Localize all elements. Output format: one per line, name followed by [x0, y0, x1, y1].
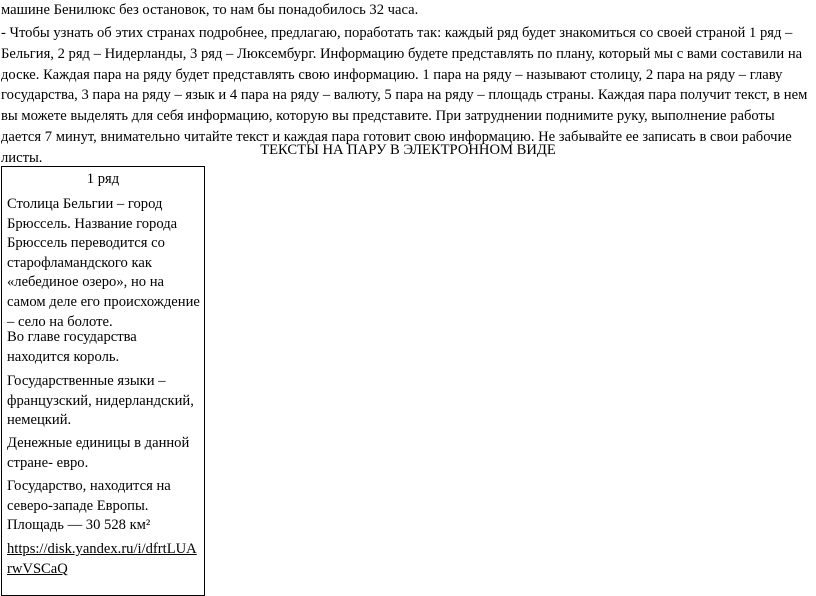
languages-text: Государственные языки – французский, нидерландский, немецкий.: [7, 373, 194, 429]
currency-text: Денежные единицы в данной стране- евро.: [7, 435, 190, 471]
instructions-paragraph: - Чтобы узнать об этих странах подробнее, предлагаю, поработать так: каждый ряд будет знакомиться со своей страной 1 ряд – Бельгия, 2 ряд – Нидерланды, 3 ряд – Люксембург. Информацию будете представлять по плану, который мы с вами составили на доске. Каждая пара на ряду будет представлять свою информацию. 1 пара на ряду – называют столицу, 2 пара на ряду – главу государства, 3 пара на ряду – язык и 4 пара на ряду – валюту, 5 пара на ряду – площадь страны. Каждая пара получит текст, в нем вы можете выделять для себя информацию, которую вы представите. При затруднении поднимите руку, выполнение работы дается 7 минут, внимательно читайте текст и каждая пара готовит свою информацию. Не забывайте ее записать в свои рабочие листы.: [1, 25, 808, 166]
capital-text: Столица Бельгии – город Брюссель. Название города Брюссель переводится со старофламандского как «лебединое озеро», но на самом деле его происхождение – село на болоте.: [7, 196, 200, 330]
intro-line: машине Бенилюкс без остановок, то нам бы понадобилось 32 часа.: [1, 2, 419, 18]
section-heading: ТЕКСТЫ НА ПАРУ В ЭЛЕКТРОННОМ ВИДЕ: [260, 142, 556, 158]
head-of-state-text: Во главе государства находится король.: [7, 329, 137, 365]
area-text: Площадь — 30 528 км²: [7, 517, 151, 534]
location-sentence: Государство, находится на северо-западе Европы.: [7, 478, 171, 514]
card-title: 1 ряд: [86, 171, 120, 187]
location-text: [7, 477, 201, 536]
row-1-card: [1, 166, 205, 596]
link-block: [7, 540, 201, 579]
yandex-disk-link[interactable]: https://disk.yandex.ru/i/dfrtLUArwVSCaQ: [7, 541, 197, 577]
